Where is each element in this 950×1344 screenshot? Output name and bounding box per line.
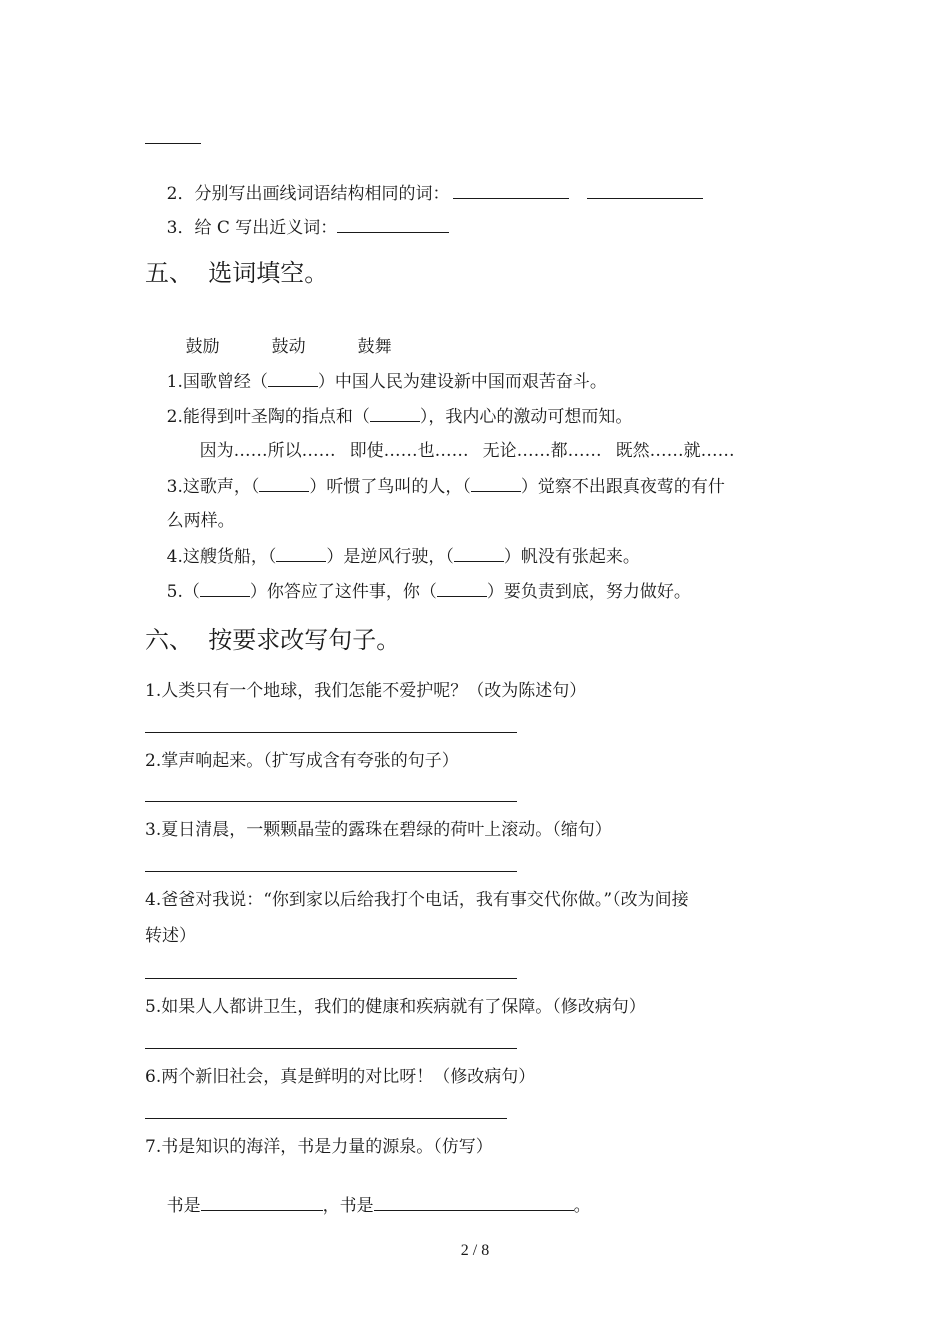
question-text: 1.国歌曾经（ [166,372,268,392]
conjunction-option: 因为……所以…… [199,441,336,461]
conjunction-option: 既然……就…… [615,441,735,461]
question-text: ）是逆风行驶，（ [326,547,454,567]
question-text: ，书是 [322,1196,374,1216]
answer-blank[interactable] [587,182,703,199]
section-heading: 六、 按要求改写句子。 [145,626,401,654]
answer-blank[interactable] [337,216,449,233]
word-option: 鼓励 [185,337,220,357]
conjunction-option: 无论……都…… [482,441,602,461]
conjunction-option: 即使……也…… [349,441,469,461]
question-line [145,1172,591,1239]
answer-line[interactable] [145,732,517,733]
answer-line [145,143,201,144]
question-line [145,194,449,261]
question-text: 。 [573,1196,591,1216]
question-line [145,558,691,625]
question-text: ）觉察不出跟真夜莺的有什 [520,477,725,497]
question-text: 么两样。 [166,511,235,531]
question-line: 转述） [145,926,196,946]
question-text: 5.（ [166,582,200,602]
question-line: 1.人类只有一个地球，我们怎能不爱护呢？（改为陈述句） [145,681,587,701]
question-line: 2.掌声响起来。（扩写成含有夸张的句子） [145,751,459,771]
answer-blank[interactable] [201,1194,323,1211]
question-text: ）要负责到底，努力做好。 [486,582,691,602]
question-text: 4.这艘货船，（ [166,547,277,567]
question-text: 书是 [166,1196,201,1216]
answer-line[interactable] [145,871,517,872]
question-line: 7.书是知识的海洋，书是力量的源泉。（仿写） [145,1137,493,1157]
question-line: 6.两个新旧社会，真是鲜明的对比呀！（修改病句） [145,1067,536,1087]
answer-line[interactable] [145,1118,507,1119]
question-text: 2.能得到叶圣陶的指点和（ [166,407,370,427]
question-text: ）帆没有张起来。 [503,547,640,567]
question-line: 4.爸爸对我说：“你到家以后给我打个电话，我有事交代你做。”（改为间接 [145,890,689,910]
question-text: ）听惯了鸟叫的人，（ [309,477,471,497]
answer-blank[interactable] [471,475,521,492]
answer-line[interactable] [145,978,517,979]
question-line: 3.夏日清晨，一颗颗晶莹的露珠在碧绿的荷叶上滚动。（缩句） [145,820,612,840]
answer-blank[interactable] [200,580,250,597]
answer-blank[interactable] [453,182,569,199]
answer-blank[interactable] [374,1194,574,1211]
page-number: 2 / 8 [460,1242,490,1259]
question-text: 3.这歌声，（ [166,477,260,497]
question-text: ）你答应了这件事，你（ [249,582,437,602]
section-heading: 五、 选词填空。 [145,259,329,287]
word-option: 鼓舞 [357,337,392,357]
word-option: 鼓动 [271,337,306,357]
question-text: ），我内心的激动可想而知。 [419,407,633,427]
answer-line[interactable] [145,801,517,802]
question-text: 2．分别写出画线词语结构相同的词： [166,184,450,204]
question-line: 5.如果人人都讲卫生，我们的健康和疾病就有了保障。（修改病句） [145,997,646,1017]
question-text: 3．给 C 写出近义词： [166,218,338,238]
question-text: ）中国人民为建设新中国而艰苦奋斗。 [317,372,607,392]
answer-line[interactable] [145,1048,517,1049]
answer-blank[interactable] [259,475,309,492]
answer-blank[interactable] [437,580,487,597]
